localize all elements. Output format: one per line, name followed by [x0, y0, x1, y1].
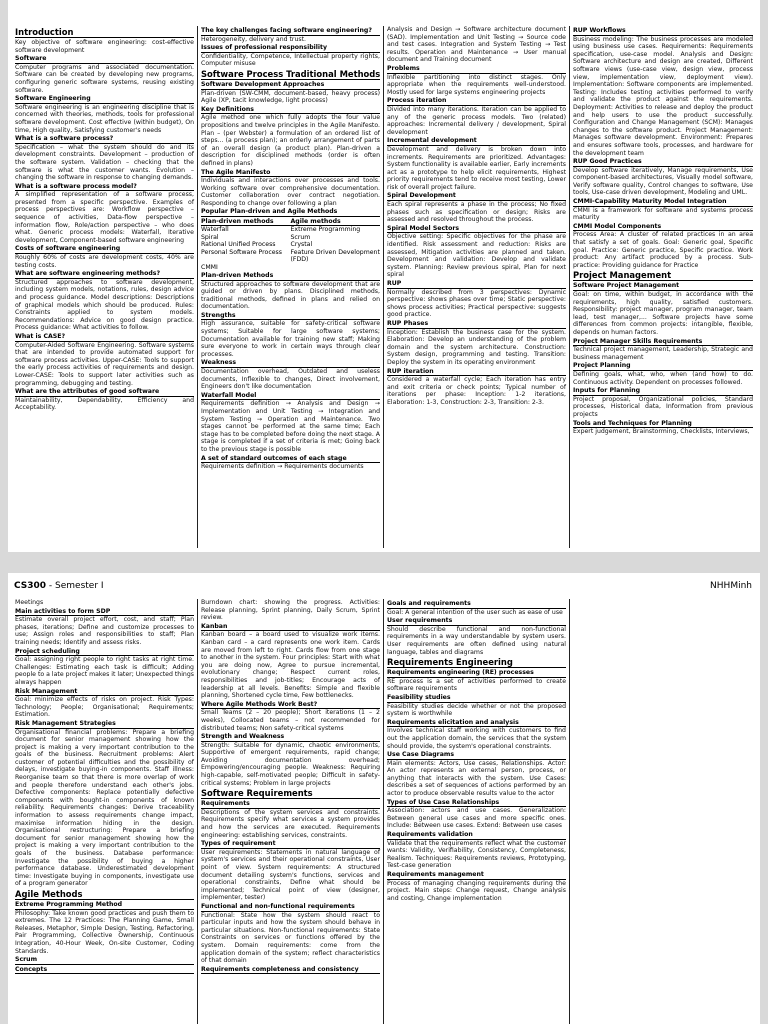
subheading: What are software engineering methods?: [15, 270, 194, 279]
page1-columns: [12, 26, 756, 548]
table-header-agile: Agile methods: [291, 218, 381, 226]
document-page-1: [8, 0, 760, 552]
subheading: Concepts: [15, 966, 194, 975]
subheading: Risk Management Strategies: [15, 720, 194, 729]
paragraph: RE process is a set of activities performed to create software requirements: [387, 677, 566, 693]
subheading: RUP Good Practices: [573, 158, 753, 167]
subheading: Feasibility studies: [387, 694, 566, 703]
page2-column-3: [384, 599, 570, 1024]
table-cell: Feature Driven Development (FDD): [290, 248, 380, 264]
subheading: Tools and Techniques for Planning: [573, 420, 753, 429]
paragraph: Goal: on time, within budget, in accordance with the requirements, high quality, satisfied customers. Responsibility: project manager, program manager, team lead, test manager,... Software projects have some differences from common projects: intangible, flexible, depends on human factors.: [573, 291, 753, 336]
paragraph: Functional: State how the system should react to particular inputs and how the system should behave in particular situations. Non-functional requirements: State Constraints on services or functions offered by the system. Domain requirements: come from the application domain of the system; reflect characteristics of that domain: [201, 911, 380, 965]
page1-column-1: [12, 26, 198, 548]
subheading: A set of standard outcomes of each stage: [201, 455, 380, 464]
subheading: Kanban: [201, 623, 380, 632]
paragraph: Business modeling: The business processes are modeled using business use cases. Requirements: Requirements specification, use-case model. Analysis and Design: Software architecture and design are created, Different software views (use-case view, design view, process view, implementation view, deployment view). Implementation: Software components are implemented. Testing: Includes testing activities performed to verify and validate the product against the requirements. Deployment: Activities to release and deploy the product and help users to use the product successfully. Configuration and Change Management (SCM): Manages changes to the software product. Project Management: Manages software development. Environment: Prepares and ensures software tools, processes, and hardware for the development team: [573, 35, 753, 157]
subheading: RUP: [387, 280, 566, 289]
paragraph: Strength: Suitable for dynamic, chaotic environments, Supportive of emergent requirements, rapid change; Avoiding documentation overhead; Empowering/encouraging people. Weakness: Requiring high-capable, self-motivated people; Difficult in safety-critical systems; Problem in large projects: [201, 741, 380, 787]
paragraph: Goal: minimize effects of risks on project. Risk Types: Technology; People; Organisational; Requirements; Estimation.: [15, 696, 194, 719]
page2-column-2: [198, 599, 384, 1024]
paragraph: Goal: assigning right people to right tasks at right time. Challenges: Estimating each task is difficult; Adding people to a late project makes it later; Unexpected things always happen: [15, 656, 194, 686]
paragraph: Analysis and Design → Software architecture document (SAD). Implementation and Unit Testing → Source code and test cases. Integration and System Testing → Test results. Operation and Maintenance → User manual document and Training document: [387, 26, 566, 64]
paragraph: A simplified representation of a software process, presented from a specific perspective. Examples of process perspectives are: Workflow perspective – sequence of activities, Data-flow perspective – information flow, Role/action perspective – who does what. Generic process models: Waterfall, Iterative development, Component-based software engineering: [15, 191, 194, 244]
subheading: Requirements management: [387, 871, 566, 880]
course-code: CS300: [14, 581, 47, 591]
course-semester: - Semester I: [46, 581, 104, 591]
paragraph: CMMI is a framework for software and systems process maturity: [573, 206, 753, 222]
table-cell: [291, 264, 381, 271]
table-cell: Waterfall: [201, 226, 229, 234]
paragraph: Objective setting: Specific objectives for the phase are identified. Risk assessment and reduction: Risks are assessed, Mitigation activities are planned and taken. Development and validation: Develop and validate system. Planning: Review previous spiral, Plan for next spiral: [387, 233, 566, 279]
paragraph: Computer programs and associated documentation. Software can be created by developing new programs, configuring generic software systems, reusing existing software.: [15, 63, 194, 94]
paragraph: Plan-driven (SW-CMM, document-based, heavy process) Agile (XP, tacit knowledge, light process): [201, 89, 380, 105]
subheading: Strengths: [201, 312, 380, 321]
subheading: Project scheduling: [15, 648, 194, 657]
page-header: [14, 581, 752, 595]
paragraph: Association: actors and use cases. Generalization: Between general use cases and more specific ones. Include: Between use cases. Extend: Between use cases: [387, 807, 566, 830]
paragraph: Normally described from 3 perspectives: Dynamic perspective: shows phases over time; Static perspective: shows process activities; Practical perspective: suggests good practice.: [387, 288, 566, 319]
paragraph: Validate that the requirements reflect what the customer wants: Validity, Verifiability, Consistency, Completeness, Realism. Techniques: Requirements reviews, Prototyping, Test-case generation: [387, 839, 566, 870]
subheading: RUP Workflows: [573, 27, 753, 36]
paragraph: High assurance, suitable for safety-critical software systems; Suitable for large software systems; Documentation available for training new staff; Making sure everyone to work in certain ways through clear processes.: [201, 320, 380, 358]
paragraph: Burndown chart: showing the progress. Activities: Release planning, Sprint planning, Daily Scrum, Sprint review.: [201, 599, 380, 622]
subheading: Software Development Approaches: [201, 81, 380, 90]
subheading: Project Manager Skills Requirements: [573, 338, 753, 347]
subheading: Incremental development: [387, 137, 566, 146]
subheading: Weakness: [201, 359, 380, 368]
page1-column-2: [198, 26, 384, 548]
subheading: Software: [15, 55, 194, 64]
subheading: What is a software process?: [15, 135, 194, 144]
paragraph: Defining goals, what, who, when (and how) to do. Continuous activity. Dependent on processes followed.: [573, 370, 753, 386]
table-cell: Spiral: [201, 233, 219, 241]
subheading: Key Definitions: [201, 106, 380, 115]
table-cell: Scrum: [290, 233, 311, 241]
author-name: NHHMinh: [710, 581, 752, 591]
paragraph: Roughly 60% of costs are development costs, 40% are testing costs.: [15, 254, 194, 269]
subheading: User requirements: [387, 617, 566, 626]
paragraph: Estimate overall project effort, cost, and staff; Plan phases, iterations; Define and customize processes to use; Assign roles and responsibilities to staff; Plan training needs; Identify and assess risks.: [15, 616, 194, 646]
subheading: Requirements: [201, 800, 380, 809]
paragraph: Goal: A general intention of the user such as ease of use: [387, 608, 563, 616]
section-heading: Software Process Traditional Methods: [201, 68, 380, 79]
paragraph: Confidentiality, Competence, Intellectual property rights, Computer misuse: [201, 52, 380, 68]
page2-columns: [12, 599, 756, 1024]
subheading: Popular Plan-driven and Agile Methods: [201, 208, 380, 217]
paragraph: Main elements: Actors, Use cases, Relationships. Actor: An actor represents an external person, process, or anything that interacts with the system. Use Cases: describes a set of sequences of actions performed by an actor to produce observable results value to the actor: [387, 759, 566, 798]
paragraph: Computer-Aided Software Engineering. Software systems that are intended to provide automated support for software process activities. Upper-CASE: Tools to support the early process activities of requirements and design. Lower-CASE: Tools to support later activities such as programming, debugging and testing.: [15, 341, 194, 387]
paragraph: Requirements definition → Analysis and Design → Implementation and Unit Testing → Integration and System Testing → Operation and Maintenance. Two stages cannot be performed at the same time; Each stage has to be completed before doing the next stage. A stage is completed if a set of criteria is met; Going back to the previous stage is possible: [201, 400, 380, 453]
paragraph: Key objective of software engineering: cost-effective software development: [15, 39, 194, 54]
subheading: Strength and Weakness: [201, 733, 380, 742]
paragraph: Divided into many iterations. Iteration can be applied to any of the generic process models. Two (related) approaches: Incremental delivery / development, Spiral development: [387, 105, 566, 136]
paragraph: User requirements: Statements in natural language of system's services and their operational constraints, User point of view. System requirements: A structured document detailing system's functions, services and operational constraints, Define what should be implemented; Technical point of view (designer, implementer, tester): [201, 848, 380, 902]
paragraph: Kanban board – a board used to visualize work items. Kanban card – a card represents one work item. Cards are moved from left to right. Cards flow from one stage to another in the system. Four principles: Start with what you are doing now, Agree to pursue incremental, evolutionary change; Respect current roles, responsibilities and job-titles; Encourage acts of leadership at all levels. Benefits: Simple and flexible planning, Shortened cycle time, Few bottlenecks.: [201, 631, 380, 700]
table-cell: Extreme Programming: [290, 226, 361, 234]
subheading: What is a software process model?: [15, 183, 194, 192]
paragraph: Individuals and interactions over processes and tools. Working software over comprehensive documentation. Customer collaboration over contract negotiation. Responding to change over following a plan: [201, 177, 380, 207]
paragraph: Software engineering is an engineering discipline that is concerned with theories, methods, tools for professional software development. Cost effective (within budget), On time, High quality, Satisfying customer's needs: [15, 103, 194, 134]
document-page-2: [8, 573, 760, 1024]
subheading: Scrum: [15, 956, 194, 965]
subheading: Risk Management: [15, 688, 194, 697]
paragraph: Organisational financial problems: Prepare a briefing document for senior management showing how the project is making a very important contribution to the goals of the business. Recruitment problems: Alert customer of potential difficulties and the possibility of delays, investigate buying-in components. Staff illness: Reorganise team so that there is more overlap of work and people therefore understand each other's jobs. Defective components: Replace potentially defective components with bought-in components of known reliability. Requirements changes: Derive traceability information to assess requirements change impact, maximise information hiding in the design. Organisational restructuring: Prepare a briefing document for senior management showing how the project is making a very important contribution to the goals of the business. Database performance: Investigate the possibility of buying a higher performance database. Underestimated development time: Investigate buying in components, investigate use of a program generator: [15, 728, 194, 888]
subheading: Issues of professional responsibility: [201, 44, 380, 53]
subheading: Extreme Programming Method: [15, 901, 194, 910]
subheading: Main activities to form SDP: [15, 608, 194, 617]
paragraph: Inception: Establish the business case for the system. Elaboration: Develop an understanding of the problem domain and the system architecture. Construction: System design, programming and testing. Transition: Deploy the system in its operating environment: [387, 328, 566, 366]
subheading: Requirements completeness and consistency: [201, 966, 380, 975]
section-heading: Introduction: [15, 27, 194, 38]
subheading: Process iteration: [387, 97, 566, 106]
subheading: Spiral Model Sectors: [387, 225, 566, 234]
page2-column-1: [12, 599, 198, 1024]
paragraph: Heterogeneity, delivery and trust.: [201, 35, 307, 43]
subheading: Use Case Diagrams: [387, 751, 566, 760]
paragraph: Feasibility studies decide whether or not the proposed system is worthwhile: [387, 702, 566, 718]
subheading: What are the attributes of good software: [15, 388, 194, 397]
paragraph: Develop software iteratively, Manage requirements, Use component-based architectures, Visually model software, Verify software quality, Control changes to software, Use tools, Use-case driven development, Modeling and UML.: [573, 166, 753, 197]
paragraph: Philosophy: Take known good practices and push them to extremes. The 12 Practices: The Planning Game, Small Releases, Metaphor, Simple Design, Testing, Refactoring, Pair Programming, Collective Ownership, Continuous Integration, 40-Hour Week, On-site Customer, Coding Standards.: [15, 909, 194, 955]
subheading: Requirements engineering (RE) processes: [387, 669, 566, 678]
subheading: Software Project Management: [573, 282, 753, 291]
page2-column-4: [570, 599, 756, 1024]
subheading: Requirements validation: [387, 831, 566, 840]
subheading: Waterfall Model: [201, 392, 380, 401]
subheading: RUP iteration: [387, 368, 566, 377]
paragraph: Requirements definition → Requirements documents: [201, 463, 364, 471]
paragraph: Structured approaches to software development, including system models, notations, rules, design advice and process guidance. Model descriptions: Descriptions of graphical models which should be produced. Rules: Constraints applied to system models. Recommendations: Advice on good design practice. Process guidance: What activities to follow.: [15, 278, 194, 332]
subheading: Inputs for Planning: [573, 387, 753, 396]
paragraph: Development and delivery is broken down into increments. Requirements are prioritized. Advantages: System functionality is available earlier, Early increments act as a prototype to help elicit requirements, Highest priority requirements tend to receive most testing, Lower risk of overall project failure.: [387, 145, 566, 191]
subheading: Spiral Development: [387, 192, 566, 201]
paragraph: Considered a waterfall cycle; Each iteration has entry and exit criteria or check points; Typical number of iterations per phase: Inception: 1-2 iterations, Elaboration: 1-3, Construction: 2-3, Transition: 2-3.: [387, 376, 566, 406]
section-heading: Agile Methods: [15, 889, 194, 900]
subheading: What is CASE?: [15, 333, 194, 342]
subheading: Types of requirement: [201, 840, 380, 849]
table-cell: Crystal: [290, 241, 313, 249]
paragraph: Inflexible partitioning into distinct stages. Only appropriate when the requirements well-understood. Mostly used for large systems engineering projects: [387, 73, 566, 96]
page1-column-3: [384, 26, 570, 548]
subheading: Project Planning: [573, 362, 753, 371]
subheading: Plan-driven Methods: [201, 272, 380, 281]
section-heading: Requirements Engineering: [387, 657, 566, 668]
subheading: The key challenges facing software engineering?: [201, 27, 380, 36]
subheading: RUP Phases: [387, 320, 566, 329]
table-header-plan-driven: Plan-driven methods: [201, 218, 291, 226]
section-heading: Software Requirements: [201, 788, 380, 799]
course-title: [14, 581, 104, 591]
subheading: The Agile Manifesto: [201, 169, 380, 178]
table-cell: Rational Unified Process: [201, 241, 276, 249]
paragraph: Each spiral represents a phase in the process; No fixed phases such as specification or design; Risks are assessed and resolved throughout the process.: [387, 201, 566, 224]
paragraph: Project proposal, Organizational policies, Standard processes, Historical data, Information from previous projects: [573, 395, 753, 418]
subheading: Problems: [387, 65, 566, 74]
paragraph: Technical project management, Leadership, Strategic and business management: [573, 346, 753, 361]
page1-column-4: [570, 26, 756, 548]
subheading: CMMI-Capability Maturity Model Integration: [573, 198, 753, 207]
subheading: Costs of software engineering: [15, 245, 194, 254]
subheading: CMMI Model Components: [573, 223, 753, 232]
subheading: Types of Use Case Relationships: [387, 799, 566, 808]
subheading: Goals and requirements: [387, 600, 566, 609]
paragraph: Structured approaches to software development that are guided or driven by plans. Disciplined methods, traditional methods, defined in plans and relied on documentation.: [201, 280, 380, 311]
methods-table: [201, 218, 380, 271]
subheading: Software Engineering: [15, 95, 194, 104]
subheading: Functional and non-functional requirements: [201, 903, 380, 912]
paragraph: Specification – what the system should do and its development constraints. Development – production of the software system. Validation – checking that the software is what the customer wants. Evolution – changing the software in response to changing demands.: [15, 143, 194, 182]
paragraph: Should describe functional and non-functional requirements in a way understandable by system users. User requirements are often defined using natural language, tables and diagrams: [387, 625, 566, 656]
page-gap: [0, 552, 768, 573]
paragraph: Process of managing changing requirements during the project. Main steps: Change request, Change analysis and costing, Change implementation: [387, 879, 566, 902]
section-heading: Project Management: [573, 270, 753, 281]
paragraph: Agile method one which fully adopts the four value propositions and twelve principles in the Agile Manifesto. Plan – (per Webster) a formulation of an ordered list of steps... (a process plan); an orderly arrangement of parts of an overall design (a product plan). Plan-driven a description for disciplined methods (order is often defined in plans): [201, 114, 380, 167]
paragraph: Process Area: A cluster of related practices in an area that satisfy a set of goals. Goal: Generic goal, Specific goal. Practice: Generic practice, Specific practice. Work product: Any artifact produced by a process. Sub-practice: Providing guidance for Practice: [573, 231, 753, 269]
paragraph: Involves technical staff working with customers to find out the application domain, the services that the system should provide, the system's operational constraints.: [387, 727, 566, 750]
paragraph: Maintainability, Dependability, Efficiency and Acceptability.: [15, 396, 194, 412]
table-cell: CMMI: [201, 263, 218, 271]
paragraph: Expert judgement, Brainstorming, Checklists, Interviews,: [573, 428, 750, 436]
paragraph: Documentation overhead, Outdated and useless documents, Inflexible to changes, Direct involvement, Engineers don't like documentation: [201, 368, 380, 391]
subheading: Where Agile Methods Work Best?: [201, 701, 380, 710]
paragraph: Descriptions of the system services and constraints. Requirements specify what services a system provides and how the services are executed. Requirements engineering: establishing services, constraints.: [201, 808, 380, 839]
subheading: Requirements elicitation and analysis: [387, 719, 566, 728]
paragraph: Small Teams (2 – 20 people); Short iterations (1 – 2 weeks), Collocated teams – not recommended for distributed teams; Non safety-critical systems: [201, 709, 380, 732]
paragraph: Meetings: [15, 599, 44, 606]
table-cell: Personal Software Process: [201, 248, 282, 256]
